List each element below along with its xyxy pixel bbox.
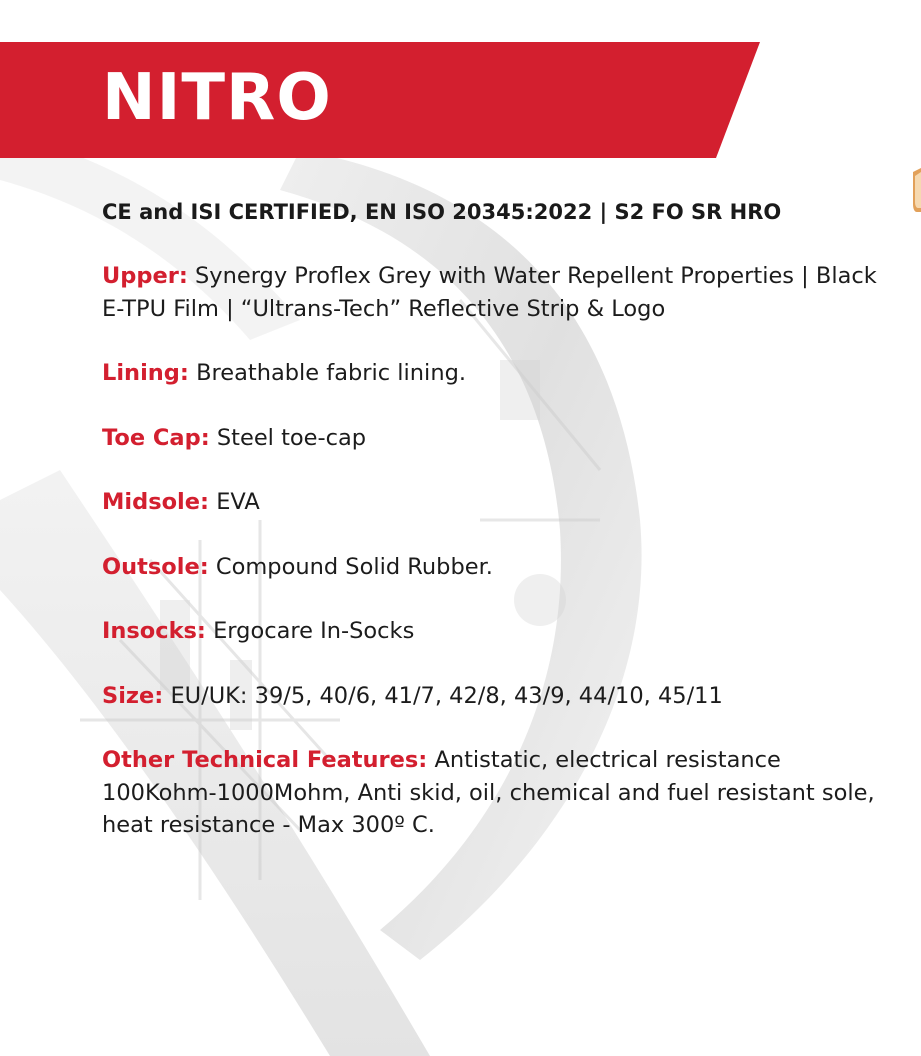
edge-accent-graphic — [913, 168, 921, 212]
spec-value: Compound Solid Rubber. — [215, 553, 493, 580]
spec-label: Midsole: — [102, 489, 210, 515]
spec-value: EVA — [216, 489, 260, 515]
spec-label: Upper: — [102, 263, 188, 289]
spec-value: Ergocare In-Socks — [213, 618, 415, 644]
spec-insocks — [102, 615, 902, 648]
spec-value: Synergy Proflex Grey with Water Repellent Properties | Black E-TPU Film | “Ultrans-Tech” Reflective Strip & Logo — [102, 263, 877, 322]
spec-label: Other Technical Features: — [102, 747, 428, 773]
spec-lining — [102, 357, 902, 390]
spec-label: Size: — [102, 682, 164, 709]
spec-label: Lining: — [102, 360, 189, 386]
spec-sheet — [102, 194, 902, 874]
spec-label: Insocks: — [102, 618, 206, 644]
spec-toe-cap — [102, 422, 902, 455]
spec-value: Breathable fabric lining. — [196, 360, 467, 386]
spec-value: Antistatic, electrical resistance 100Kohm-1000Mohm, Anti skid, oil, chemical and fuel resistant sole, heat resistance - Max 300º C. — [102, 747, 875, 838]
spec-value: Steel toe-cap — [216, 424, 367, 451]
product-title: NITRO — [102, 61, 332, 135]
spec-label: Toe Cap: — [102, 424, 210, 451]
spec-label: Outsole: — [102, 553, 209, 580]
spec-value: EU/UK: 39/5, 40/6, 41/7, 42/8, 43/9, 44/10, 45/11 — [170, 682, 723, 709]
spec-upper — [102, 260, 902, 325]
spec-other-features — [102, 744, 902, 842]
certification-line: CE and ISI CERTIFIED, EN ISO 20345:2022 | S2 FO SR HRO — [102, 200, 782, 224]
spec-midsole — [102, 486, 902, 519]
spec-outsole — [102, 551, 902, 584]
spec-size — [102, 680, 902, 713]
